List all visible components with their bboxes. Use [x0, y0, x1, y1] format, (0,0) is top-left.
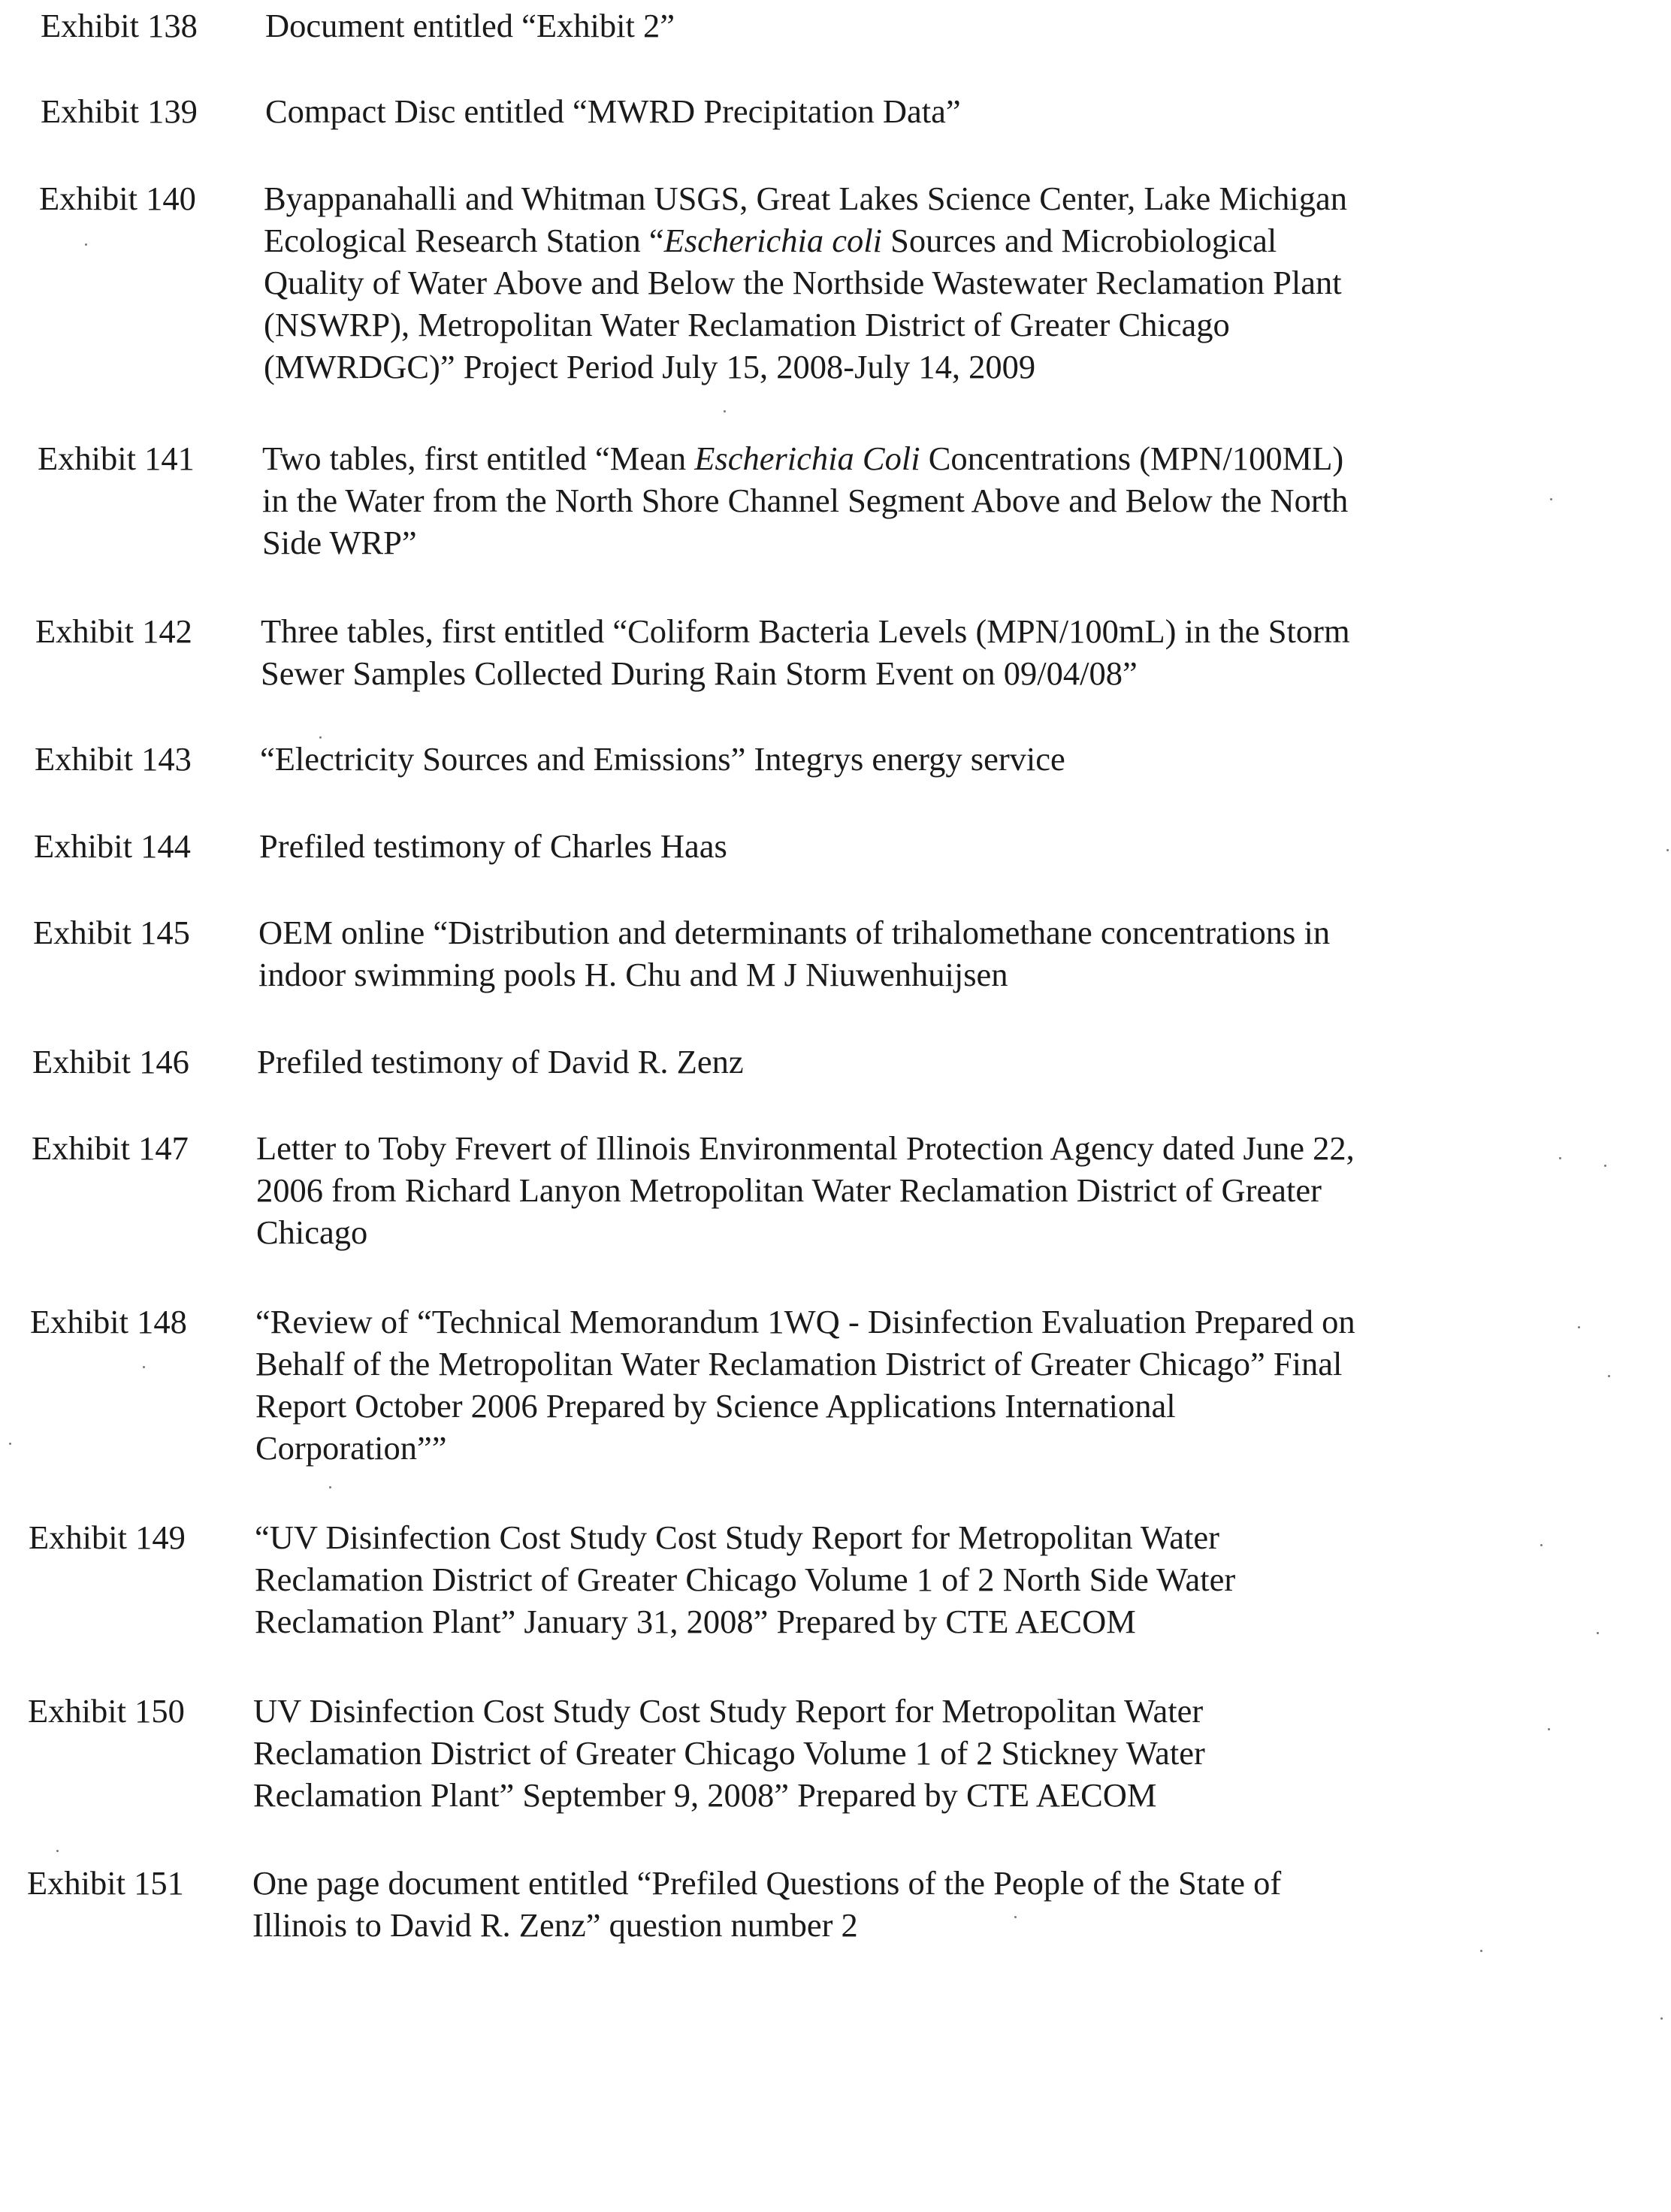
text-segment: Sources and Microbiological	[881, 222, 1277, 259]
scan-speck	[1559, 1157, 1561, 1159]
exhibit-description	[256, 1127, 1609, 1253]
exhibit-label: Exhibit 144	[34, 827, 191, 865]
text-segment: Reclamation District of Greater Chicago Volume 1 of 2 North Side Water	[255, 1561, 1236, 1598]
description-line	[255, 1558, 1607, 1600]
description-line	[258, 911, 1611, 953]
exhibit-label: Exhibit 148	[30, 1303, 187, 1340]
scan-speck	[1550, 498, 1552, 500]
exhibit-description	[261, 610, 1613, 694]
scan-speck	[9, 1443, 11, 1445]
text-segment: OEM online “Distribution and determinants of trihalomethane concentrations in	[258, 914, 1331, 951]
exhibit-label: Exhibit 142	[35, 612, 192, 650]
exhibit-label: Exhibit 138	[41, 7, 198, 44]
scan-speck	[56, 1850, 59, 1852]
exhibit-description	[252, 1862, 1605, 1946]
text-segment: Reclamation Plant” September 9, 2008” Prepared by CTE AECOM	[253, 1776, 1157, 1814]
description-line	[260, 738, 1612, 780]
text-segment: Illinois to David R. Zenz” question number 2	[252, 1906, 858, 1944]
exhibit-description	[260, 738, 1612, 780]
exhibit-label: Exhibit 146	[32, 1043, 189, 1080]
exhibit-description	[257, 1041, 1609, 1083]
text-segment: in the Water from the North Shore Channel Segment Above and Below the North	[262, 482, 1349, 519]
text-segment: Quality of Water Above and Below the Northside Wastewater Reclamation Plant	[264, 264, 1342, 301]
exhibit-description	[262, 437, 1615, 564]
description-line	[256, 1127, 1609, 1169]
text-segment: indoor swimming pools H. Chu and M J Niuwenhuijsen	[258, 956, 1008, 993]
description-line	[264, 346, 1616, 388]
exhibit-label: Exhibit 139	[41, 92, 198, 130]
text-segment: Behalf of the Metropolitan Water Reclamation District of Greater Chicago” Final	[255, 1345, 1343, 1382]
scan-speck	[724, 410, 726, 412]
scan-speck	[1604, 1165, 1606, 1167]
exhibit-label: Exhibit 143	[35, 740, 192, 778]
exhibit-label: Exhibit 150	[28, 1692, 185, 1730]
description-line	[264, 177, 1616, 219]
description-line	[262, 521, 1615, 564]
text-segment: Document entitled “Exhibit 2”	[265, 7, 675, 44]
scan-speck	[1548, 1728, 1550, 1730]
description-line	[252, 1904, 1605, 1946]
exhibit-description	[264, 177, 1616, 388]
scan-speck	[1480, 1950, 1482, 1952]
text-segment: Compact Disc entitled “MWRD Precipitation Data”	[265, 92, 961, 130]
exhibit-label: Exhibit 141	[38, 440, 195, 477]
text-segment: (MWRDGC)” Project Period July 15, 2008-July 14, 2009	[264, 348, 1036, 385]
scan-speck	[1014, 1916, 1017, 1918]
exhibit-description	[259, 825, 1612, 867]
description-line	[255, 1427, 1608, 1469]
exhibit-label: Exhibit 145	[33, 914, 190, 951]
description-line	[264, 304, 1616, 346]
text-segment: UV Disinfection Cost Study Cost Study Report for Metropolitan Water	[253, 1692, 1204, 1730]
description-line	[256, 1211, 1609, 1253]
text-segment: One page document entitled “Prefiled Questions of the People of the State of	[252, 1864, 1282, 1902]
exhibit-description	[255, 1516, 1607, 1642]
text-segment: “Electricity Sources and Emissions” Integrys energy service	[260, 740, 1065, 778]
text-segment: Byappanahalli and Whitman USGS, Great Lakes Science Center, Lake Michigan	[264, 180, 1347, 217]
exhibit-label: Exhibit 149	[29, 1518, 186, 1556]
scan-speck	[1578, 1326, 1580, 1328]
scan-speck	[1660, 2017, 1663, 2020]
scan-speck	[1540, 1544, 1543, 1546]
text-segment: Concentrations (MPN/100ML)	[920, 440, 1344, 477]
text-segment: 2006 from Richard Lanyon Metropolitan Water Reclamation District of Greater	[256, 1171, 1322, 1209]
text-segment: Chicago	[256, 1213, 368, 1251]
text-segment: Letter to Toby Frevert of Illinois Environmental Protection Agency dated June 22,	[256, 1129, 1355, 1167]
text-segment: Ecological Research Station “	[264, 222, 664, 259]
exhibit-description	[265, 5, 1618, 47]
text-segment: Prefiled testimony of David R. Zenz	[257, 1043, 744, 1080]
text-segment: “Review of “Technical Memorandum 1WQ - Disinfection Evaluation Prepared on	[255, 1303, 1355, 1340]
exhibit-description	[265, 90, 1618, 132]
description-line	[265, 5, 1618, 47]
text-segment: Side WRP”	[262, 524, 417, 561]
description-line	[256, 1169, 1609, 1211]
scan-speck	[1597, 1632, 1599, 1634]
description-line	[255, 1600, 1607, 1642]
text-segment: Prefiled testimony of Charles Haas	[259, 827, 727, 865]
scan-speck	[329, 1486, 331, 1488]
description-line	[253, 1732, 1606, 1774]
description-line	[265, 90, 1618, 132]
description-line	[255, 1516, 1607, 1558]
exhibit-description	[255, 1301, 1608, 1469]
text-segment: “UV Disinfection Cost Study Cost Study Report for Metropolitan Water	[255, 1518, 1219, 1556]
description-line	[258, 953, 1611, 996]
description-line	[253, 1774, 1606, 1816]
exhibit-label: Exhibit 140	[39, 180, 196, 217]
exhibit-label: Exhibit 151	[27, 1864, 184, 1902]
text-segment: Two tables, first entitled “Mean	[262, 440, 695, 477]
exhibit-description	[253, 1690, 1606, 1816]
scan-speck	[319, 736, 322, 739]
text-segment: Three tables, first entitled “Coliform Bacteria Levels (MPN/100mL) in the Storm	[261, 612, 1350, 650]
italic-text: Escherichia Coli	[694, 440, 920, 477]
scan-speck	[143, 1366, 145, 1368]
exhibit-description	[258, 911, 1611, 996]
description-line	[255, 1301, 1608, 1343]
text-segment: Sewer Samples Collected During Rain Storm Event on 09/04/08”	[261, 654, 1138, 692]
text-segment: Report October 2006 Prepared by Science Applications International	[255, 1387, 1176, 1425]
description-line	[261, 610, 1613, 652]
exhibit-label: Exhibit 147	[32, 1129, 189, 1167]
description-line	[257, 1041, 1609, 1083]
scan-speck	[85, 243, 87, 246]
description-line	[262, 479, 1615, 521]
description-line	[259, 825, 1612, 867]
text-segment: (NSWRP), Metropolitan Water Reclamation District of Greater Chicago	[264, 306, 1230, 343]
text-segment: Reclamation District of Greater Chicago Volume 1 of 2 Stickney Water	[253, 1734, 1205, 1772]
text-segment: Corporation””	[255, 1429, 447, 1467]
description-line	[252, 1862, 1605, 1904]
scan-speck	[1666, 849, 1669, 851]
italic-text: Escherichia coli	[663, 222, 882, 259]
description-line	[261, 652, 1613, 694]
scan-speck	[1608, 1375, 1610, 1377]
description-line	[255, 1343, 1608, 1385]
text-segment: Reclamation Plant” January 31, 2008” Prepared by CTE AECOM	[255, 1603, 1136, 1640]
description-line	[264, 219, 1616, 261]
description-line	[253, 1690, 1606, 1732]
description-line	[255, 1385, 1608, 1427]
description-line	[262, 437, 1615, 479]
description-line	[264, 261, 1616, 304]
